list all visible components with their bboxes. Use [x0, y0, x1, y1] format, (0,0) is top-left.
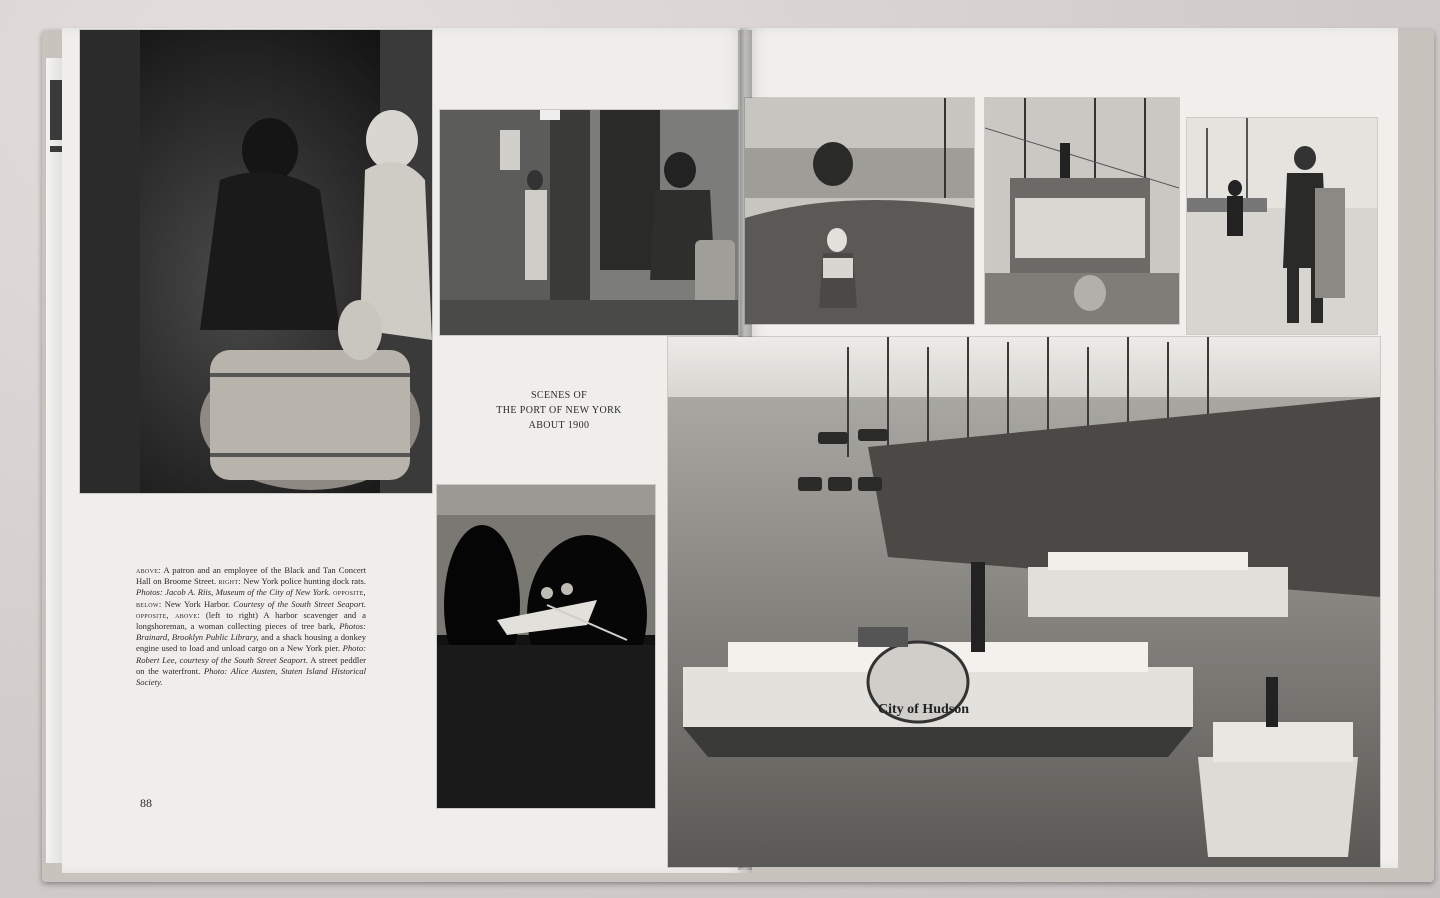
photo-caption: [136, 565, 366, 688]
photo-icon: [668, 337, 1380, 867]
caption-text: A street peddler on the waterfront.: [136, 654, 366, 676]
caption-credit: Courtesy of the South Street Seaport.: [233, 598, 366, 609]
photo-concert-hall: [80, 30, 432, 493]
boat-name-label: City of Hudson: [878, 702, 970, 717]
photo-dock-rats: [440, 110, 738, 335]
caption-credit: Photo: Robert Lee, courtesy of the South Street Seaport.: [136, 643, 366, 665]
edge-mark: [50, 80, 62, 140]
photo-ship-shack: [985, 98, 1179, 324]
caption-credit: Photos: Jacob A. Riis, Museum of the City of New York.: [136, 587, 331, 598]
caption-text: A patron and an employee of the Black and Tan Concert Hall on Broome Street.: [136, 565, 366, 587]
photo-street-peddler: [1187, 118, 1377, 334]
edge-mark: [50, 146, 62, 152]
caption-label: opposite, below:: [136, 587, 366, 609]
caption-label: opposite, above:: [136, 609, 200, 620]
caption-text: New York Harbor.: [161, 598, 234, 609]
photo-icon: [745, 98, 974, 324]
scenes-title: [452, 388, 666, 433]
photo-icon: [1187, 118, 1377, 334]
photo-rowboat-tunnel: [437, 485, 655, 808]
caption-text: and a shack housing a donkey engine used to load and unload cargo on a New York pier.: [136, 632, 366, 654]
scenes-title-line: THE PORT OF NEW YORK: [496, 405, 622, 416]
scenes-title-line: ABOUT 1900: [528, 420, 590, 431]
caption-label: right:: [218, 576, 241, 587]
photo-icon: [80, 30, 432, 493]
photo-icon: [437, 485, 655, 808]
photo-icon: [985, 98, 1179, 324]
caption-credit: Photo: Alice Austen, Staten Island Historical Society.: [136, 665, 366, 688]
caption-credit: Photos: Brainard, Brooklyn Public Library,: [136, 621, 366, 643]
caption-label: above:: [136, 565, 161, 575]
photo-harbor-scavenger: [745, 98, 974, 324]
photo-icon: [440, 110, 738, 335]
caption-text: (left to right) A harbor scavenger and a longshoreman, a woman collecting pieces of tree bark,: [136, 609, 366, 632]
caption-text: New York police hunting dock rats.: [240, 576, 366, 587]
scenes-title-line: SCENES OF: [530, 390, 588, 401]
page-number: 88: [140, 796, 152, 810]
photo-new-york-harbor: [668, 337, 1380, 867]
